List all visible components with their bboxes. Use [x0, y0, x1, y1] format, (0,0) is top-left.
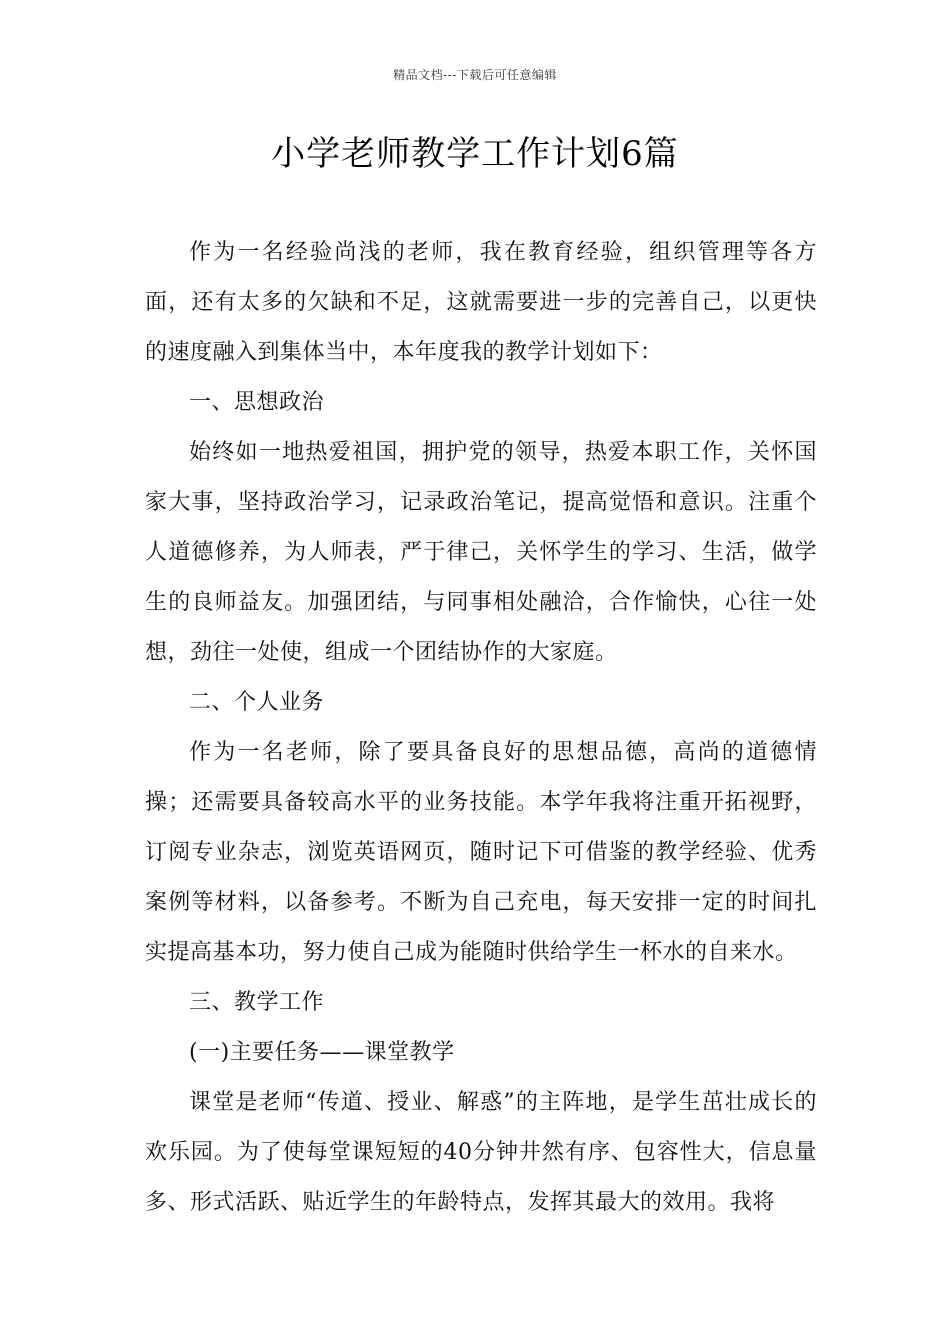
page-title: 小学老师教学工作计划6篇 — [271, 134, 679, 174]
document-body — [145, 228, 817, 1228]
section-heading-teaching: 三、教学工作 — [189, 990, 325, 1015]
subsection-heading-classroom: (一)主要任务——课堂教学 — [189, 1040, 455, 1065]
classroom-paragraph: 课堂是老师“传道、授业、解惑”的主阵地，是学生茁壮成长的欢乐园。为了使每堂课短短的40分钟井然有序、包容性大，信息量多、形式活跃、贴近学生的年龄特点，发挥其最大的效用。我将 — [145, 1090, 817, 1215]
professional-paragraph: 作为一名老师，除了要具备良好的思想品德，高尚的道德情操；还需要具备较高水平的业务技能。本学年我将注重开拓视野，订阅专业杂志，浏览英语网页，随时记下可借鉴的教学经验、优秀案例等材料，以备参考。不断为自己充电，每天安排一定的时间扎实提高基本功，努力使自己成为能随时供给学生一杯水的自来水。 — [145, 740, 817, 965]
ideology-paragraph: 始终如一地热爱祖国，拥护党的领导，热爱本职工作，关怀国家大事，坚持政治学习，记录政治笔记，提高觉悟和意识。注重个人道德修养，为人师表，严于律己，关怀学生的学习、生活，做学生的良师益友。加强团结，与同事相处融洽，合作愉快，心往一处想，劲往一处使，组成一个团结协作的大家庭。 — [145, 440, 817, 665]
section-heading-professional: 二、个人业务 — [189, 690, 325, 715]
intro-paragraph: 作为一名经验尚浅的老师，我在教育经验，组织管理等各方面，还有太多的欠缺和不足，这就需要进一步的完善自己，以更快的速度融入到集体当中，本年度我的教学计划如下： — [145, 240, 817, 365]
header-note: 精品文档---下载后可任意编辑 — [393, 68, 557, 82]
section-heading-ideology: 一、思想政治 — [189, 390, 325, 415]
